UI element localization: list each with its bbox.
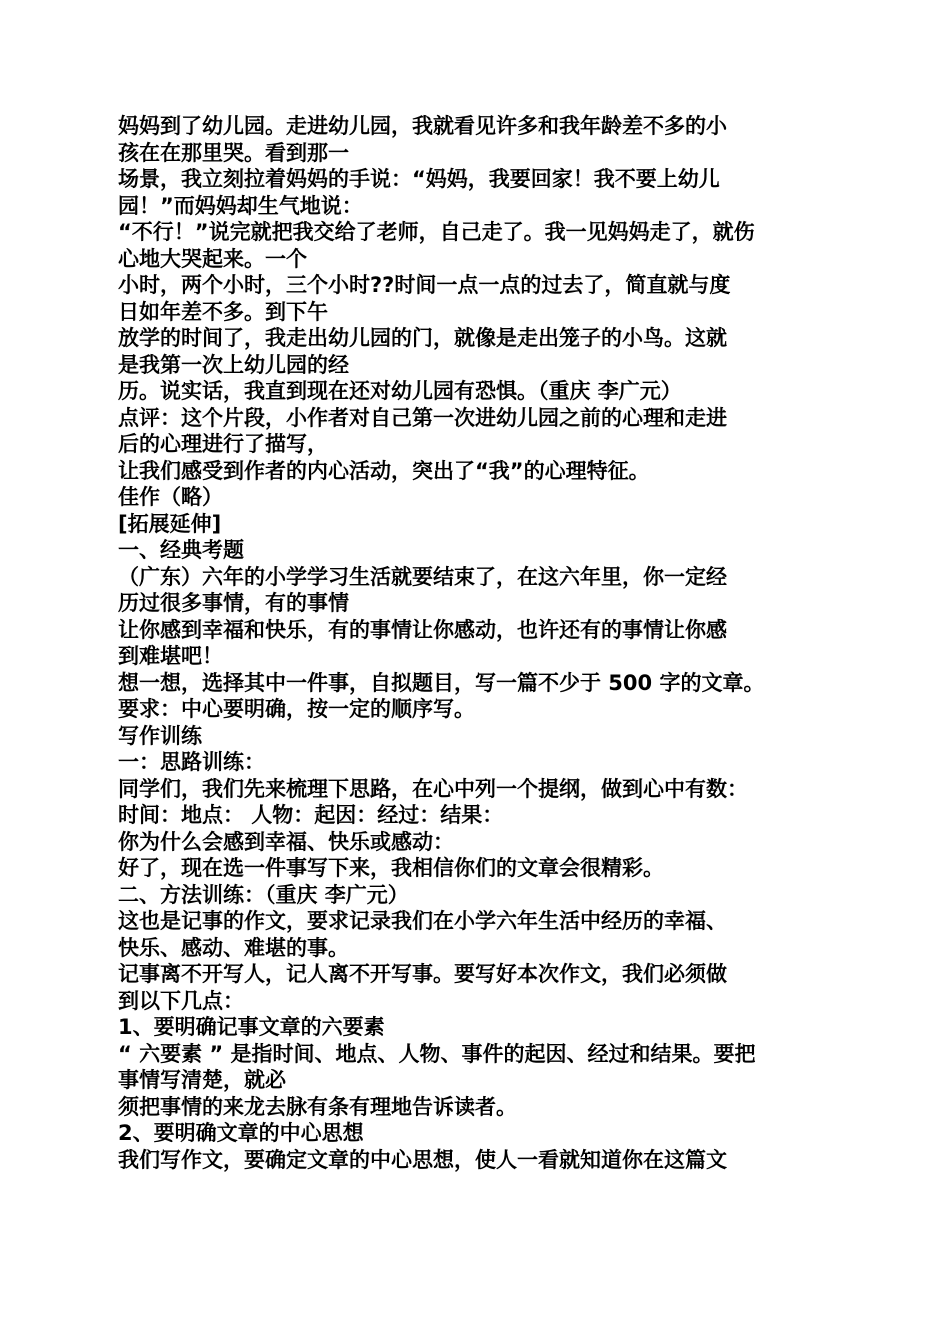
text-line: 孩在在那里哭。看到那一 — [118, 140, 349, 165]
text-line: 心地大哭起来。一个 — [118, 246, 307, 271]
text-line: 后的心理进行了描写， — [118, 432, 328, 456]
text-line: 历过很多事情，有的事情 — [118, 591, 349, 615]
text-line: “不行！”说完就把我交给了老师，自己走了。我一见妈妈走了，就伤 — [118, 220, 755, 244]
document-body — [118, 113, 838, 1173]
text-line: 时间：地点： 人物：起因：经过：结果： — [118, 803, 504, 827]
text-line: 日如年差不多。到下午 — [118, 299, 328, 324]
text-line: 放学的时间了，我走出幼儿园的门，就像是走出笼子的小鸟。这就 — [118, 326, 727, 350]
text-line: 点评：这个片段，小作者对自己第一次进幼儿园之前的心理和走进 — [118, 405, 727, 430]
text-line: 想一想，选择其中一件事，自拟题目，写一篇不少于 500 字的文章。 — [118, 670, 765, 695]
text-line: 场景，我立刻拉着妈妈的手说：“妈妈，我要回家！我不要上幼儿 — [118, 167, 720, 191]
text-line: 是我第一次上幼儿园的经 — [118, 352, 349, 377]
text-line: 历。说实话，我直到现在还对幼儿园有恐惧。（重庆 李广元） — [118, 379, 682, 403]
section-heading: 写作训练 — [118, 723, 202, 748]
text-line: 这也是记事的作文，要求记录我们在小学六年生活中经历的幸福、 — [118, 909, 727, 933]
text-line: 你为什么会感到幸福、快乐或感动： — [118, 829, 454, 854]
text-line: （广东）六年的小学学习生活就要结束了，在这六年里，你一定经 — [118, 564, 727, 589]
text-line: 须把事情的来龙去脉有条有理地告诉读者。 — [118, 1094, 517, 1119]
text-line: 园！”而妈妈却生气地说： — [118, 193, 363, 218]
section-heading: 佳作（略） — [118, 485, 223, 509]
section-heading: [拓展延伸] — [118, 511, 222, 536]
section-heading: 2、要明确文章的中心思想 — [118, 1121, 364, 1145]
text-line: 快乐、感动、难堪的事。 — [118, 935, 349, 960]
section-heading: 一：思路训练： — [118, 750, 265, 774]
text-line: 同学们，我们先来梳理下思路，在心中列一个提纲，做到心中有数： — [118, 776, 748, 801]
section-heading: 1、要明确记事文章的六要素 — [118, 1015, 385, 1039]
section-heading: 二、方法训练：（重庆 李广元） — [118, 882, 409, 907]
text-line: “ 六要素 ” 是指时间、地点、人物、事件的起因、经过和结果。要把 — [118, 1041, 756, 1066]
text-line: 记事离不开写人，记人离不开写事。要写好本次作文，我们必须做 — [118, 962, 727, 986]
text-line: 妈妈到了幼儿园。走进幼儿园，我就看见许多和我年龄差不多的小 — [118, 114, 727, 138]
text-line: 让你感到幸福和快乐，有的事情让你感动，也许还有的事情让你感 — [118, 617, 727, 642]
text-line: 事情写清楚，就必 — [118, 1068, 286, 1092]
text-line: 让我们感受到作者的内心活动，突出了“我”的心理特征。 — [118, 458, 650, 483]
section-heading: 一、经典考题 — [118, 538, 244, 562]
text-line: 好了，现在选一件事写下来，我相信你们的文章会很精彩。 — [118, 856, 664, 880]
text-line: 到难堪吧！ — [118, 644, 223, 668]
text-line: 到以下几点： — [118, 988, 244, 1013]
text-line: 我们写作文，要确定文章的中心思想，使人一看就知道你在这篇文 — [118, 1147, 727, 1172]
text-line: 小时，两个小时，三个小时??时间一点一点的过去了，简直就与度 — [118, 273, 731, 297]
text-line: 要求：中心要明确，按一定的顺序写。 — [118, 697, 475, 721]
